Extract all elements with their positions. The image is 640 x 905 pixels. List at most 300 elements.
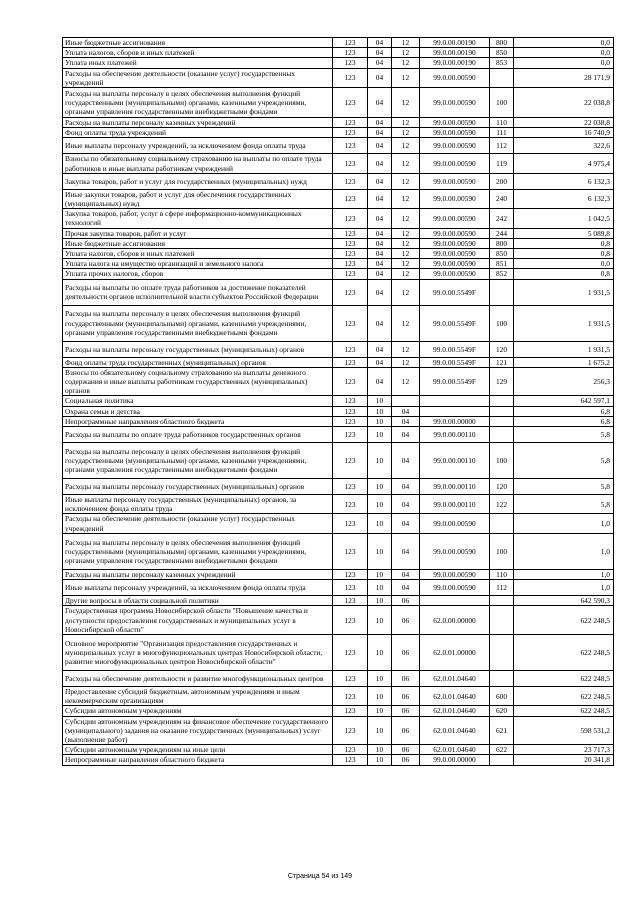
expense-type-code: 242 <box>490 209 514 228</box>
expense-type-code: 620 <box>490 706 514 716</box>
target-article-code: 62.0.01.04640 <box>420 706 490 716</box>
section-code: 10 <box>368 670 392 686</box>
expense-type-code: 244 <box>490 228 514 238</box>
ved-code: 123 <box>333 596 368 606</box>
amount: 642 590,3 <box>514 596 614 606</box>
table-row <box>63 357 614 367</box>
ved-code: 123 <box>333 406 368 416</box>
expense-type-code: 129 <box>490 367 514 396</box>
amount: 622 248,5 <box>514 706 614 716</box>
target-article-code: 99.0.00.00190 <box>420 58 490 68</box>
ved-code: 123 <box>333 238 368 248</box>
table-row <box>63 38 614 48</box>
table-row <box>63 58 614 68</box>
section-code: 04 <box>368 38 392 48</box>
section-code: 10 <box>368 716 392 745</box>
amount: 642 597,1 <box>514 396 614 406</box>
table-row <box>63 706 614 716</box>
target-article-code: 99.0.00.00110 <box>420 479 490 495</box>
section-code: 04 <box>368 189 392 208</box>
amount: 0,8 <box>514 249 614 259</box>
ved-code: 123 <box>333 341 368 357</box>
ved-code: 123 <box>333 427 368 443</box>
target-article-code: 99.0.00.00590 <box>420 580 490 596</box>
row-name: Иные закупки товаров, работ и услуг для обеспечения государственных (муниципальных) нужд <box>63 189 333 208</box>
table-row <box>63 670 614 686</box>
amount: 5,8 <box>514 427 614 443</box>
ved-code: 123 <box>333 670 368 686</box>
subsection-code: 12 <box>392 128 420 138</box>
section-code: 04 <box>368 367 392 396</box>
amount: 1,0 <box>514 580 614 596</box>
row-name: Уплата прочих налогов, сборов <box>63 269 333 279</box>
row-name: Иные выплаты персоналу государственных (муниципальных) органов, за исключением фонда оплаты труда <box>63 495 333 514</box>
target-article-code: 99.0.00.00110 <box>420 495 490 514</box>
target-article-code: 99.0.00.5549F <box>420 279 490 305</box>
ved-code: 123 <box>333 443 368 479</box>
ved-code: 123 <box>333 367 368 396</box>
table-row <box>63 569 614 579</box>
table-row <box>63 249 614 259</box>
target-article-code: 62.0.01.04640 <box>420 686 490 705</box>
row-name: Фонд оплаты труда государственных (муниципальных) органов <box>63 357 333 367</box>
ved-code: 123 <box>333 88 368 118</box>
subsection-code: 12 <box>392 138 420 154</box>
table-row <box>63 427 614 443</box>
amount: 256,3 <box>514 367 614 396</box>
subsection-code: 12 <box>392 228 420 238</box>
row-name: Расходы на выплаты персоналу в целях обеспечения выполнения функций государственными (муниципальными) органами, казенными учреждениями, органами управления государственными внебюджетными фондами <box>63 533 333 569</box>
row-name: Расходы на выплаты по оплате труда работников государственных органов <box>63 427 333 443</box>
expense-type-code <box>490 68 514 87</box>
target-article-code: 99.0.00.00590 <box>420 68 490 87</box>
amount: 1 675,2 <box>514 357 614 367</box>
ved-code: 123 <box>333 249 368 259</box>
row-name: Расходы на выплаты по оплате труда работников за достижение показателей деятельности органов исполнительной власти субъектов Российской Федерации <box>63 279 333 305</box>
row-name: Расходы на выплаты персоналу в целях обеспечения выполнения функций государственными (муниципальными) органами, казенными учреждениями, органами управления государственными внебюджетными фондами <box>63 305 333 341</box>
amount: 622 248,5 <box>514 686 614 705</box>
subsection-code: 06 <box>392 634 420 670</box>
subsection-code: 12 <box>392 118 420 128</box>
expense-type-code <box>490 279 514 305</box>
subsection-code <box>392 396 420 406</box>
expense-type-code: 112 <box>490 580 514 596</box>
section-code: 10 <box>368 479 392 495</box>
target-article-code: 99.0.00.00590 <box>420 259 490 269</box>
section-code: 10 <box>368 514 392 533</box>
subsection-code: 12 <box>392 58 420 68</box>
expense-type-code: 120 <box>490 341 514 357</box>
row-name: Уплата налога на имущество организаций и земельного налога <box>63 259 333 269</box>
target-article-code: 99.0.00.00110 <box>420 427 490 443</box>
expense-type-code: 852 <box>490 269 514 279</box>
row-name: Расходы на выплаты персоналу в целях обеспечения выполнения функций государственными (муниципальными) органами, казенными учреждениями, органами управления государственными внебюджетными фондами <box>63 443 333 479</box>
subsection-code: 12 <box>392 38 420 48</box>
section-code: 10 <box>368 686 392 705</box>
expense-type-code: 100 <box>490 533 514 569</box>
section-code: 10 <box>368 495 392 514</box>
row-name: Расходы на выплаты персоналу в целях обеспечения выполнения функций государственными (муниципальными) органами, казенными учреждениями, органами управления государственными внебюджетными фондами <box>63 88 333 118</box>
ved-code: 123 <box>333 173 368 189</box>
ved-code: 123 <box>333 269 368 279</box>
expense-type-code: 110 <box>490 118 514 128</box>
page-footer: Страница 54 из 149 <box>287 873 353 880</box>
subsection-code: 06 <box>392 706 420 716</box>
section-code: 04 <box>368 128 392 138</box>
ved-code: 123 <box>333 495 368 514</box>
subsection-code: 12 <box>392 305 420 341</box>
subsection-code: 04 <box>392 406 420 416</box>
row-name: Субсидии автономным учреждениям <box>63 706 333 716</box>
row-name: Взносы по обязательному социальному страхованию на выплаты денежного содержания и иные выплаты работникам государственных (муниципальных) органов <box>63 367 333 396</box>
expense-type-code: 850 <box>490 249 514 259</box>
expense-type-code: 112 <box>490 138 514 154</box>
ved-code: 123 <box>333 606 368 635</box>
target-article-code: 62.0.00.00000 <box>420 606 490 635</box>
row-name: Закупка товаров, работ, услуг в сфере информационно-коммуникационных технологий <box>63 209 333 228</box>
section-code: 04 <box>368 173 392 189</box>
table-row <box>63 209 614 228</box>
table-row <box>63 443 614 479</box>
amount: 622 248,5 <box>514 670 614 686</box>
row-name: Прочая закупка товаров, работ и услуг <box>63 228 333 238</box>
expense-type-code: 120 <box>490 479 514 495</box>
subsection-code: 06 <box>392 606 420 635</box>
row-name: Охрана семьи и детства <box>63 406 333 416</box>
expense-type-code: 851 <box>490 259 514 269</box>
expense-type-code: 121 <box>490 357 514 367</box>
target-article-code <box>420 396 490 406</box>
row-name: Фонд оплаты труда учреждений <box>63 128 333 138</box>
expense-type-code: 600 <box>490 686 514 705</box>
amount: 1,0 <box>514 569 614 579</box>
amount: 5,8 <box>514 479 614 495</box>
section-code: 04 <box>368 279 392 305</box>
section-code: 10 <box>368 755 392 765</box>
amount: 0,0 <box>514 58 614 68</box>
expense-type-code <box>490 427 514 443</box>
row-name: Расходы на обеспечение деятельности (оказание услуг) государственных учреждений <box>63 68 333 87</box>
expense-type-code: 119 <box>490 154 514 173</box>
subsection-code: 04 <box>392 495 420 514</box>
row-name: Непрограммные направления областного бюджета <box>63 755 333 765</box>
amount: 6 132,3 <box>514 189 614 208</box>
ved-code: 123 <box>333 357 368 367</box>
expense-type-code: 800 <box>490 38 514 48</box>
amount: 22 038,8 <box>514 88 614 118</box>
target-article-code: 99.0.00.00590 <box>420 269 490 279</box>
row-name: Уплата налогов, сборов и иных платежей <box>63 48 333 58</box>
subsection-code: 06 <box>392 686 420 705</box>
expense-type-code: 100 <box>490 88 514 118</box>
expense-type-code: 200 <box>490 173 514 189</box>
row-name: Социальная политика <box>63 396 333 406</box>
amount: 6,8 <box>514 416 614 426</box>
subsection-code: 04 <box>392 533 420 569</box>
target-article-code: 99.0.00.00000 <box>420 416 490 426</box>
ved-code: 123 <box>333 209 368 228</box>
ved-code: 123 <box>333 228 368 238</box>
subsection-code: 04 <box>392 580 420 596</box>
target-article-code: 99.0.00.00590 <box>420 228 490 238</box>
subsection-code: 06 <box>392 670 420 686</box>
section-code: 10 <box>368 396 392 406</box>
expense-type-code <box>490 396 514 406</box>
target-article-code: 99.0.00.00590 <box>420 128 490 138</box>
row-name: Расходы на обеспечение деятельности (оказание услуг) государственных учреждений <box>63 514 333 533</box>
table-row <box>63 533 614 569</box>
row-name: Иные бюджетные ассигнования <box>63 38 333 48</box>
section-code: 04 <box>368 269 392 279</box>
ved-code: 123 <box>333 68 368 87</box>
subsection-code: 12 <box>392 154 420 173</box>
section-code: 04 <box>368 88 392 118</box>
ved-code: 123 <box>333 118 368 128</box>
section-code: 04 <box>368 228 392 238</box>
subsection-code: 12 <box>392 88 420 118</box>
subsection-code: 12 <box>392 48 420 58</box>
table-row <box>63 479 614 495</box>
table-row <box>63 305 614 341</box>
table-row <box>63 755 614 765</box>
row-name: Субсидии автономным учреждениям на финансовое обеспечение государственного (муниципального) задания на оказание государственных (муниципальных) услуг (выполнение работ) <box>63 716 333 745</box>
amount: 1 931,5 <box>514 341 614 357</box>
target-article-code: 99.0.00.00590 <box>420 173 490 189</box>
section-code: 04 <box>368 249 392 259</box>
ved-code: 123 <box>333 569 368 579</box>
target-article-code: 99.0.00.00590 <box>420 138 490 154</box>
ved-code: 123 <box>333 259 368 269</box>
section-code: 10 <box>368 406 392 416</box>
amount: 622 248,5 <box>514 606 614 635</box>
target-article-code: 99.0.00.00590 <box>420 238 490 248</box>
target-article-code: 62.0.01.00000 <box>420 634 490 670</box>
section-code: 04 <box>368 48 392 58</box>
ved-code: 123 <box>333 745 368 755</box>
amount: 0,0 <box>514 38 614 48</box>
row-name: Расходы на выплаты персоналу казенных учреждений <box>63 118 333 128</box>
expense-type-code <box>490 670 514 686</box>
row-name: Расходы на выплаты персоналу государственных (муниципальных) органов <box>63 479 333 495</box>
section-code: 04 <box>368 238 392 248</box>
target-article-code: 99.0.00.00000 <box>420 755 490 765</box>
subsection-code: 06 <box>392 596 420 606</box>
section-code: 10 <box>368 533 392 569</box>
target-article-code: 99.0.00.5549F <box>420 367 490 396</box>
row-name: Расходы на выплаты персоналу казенных учреждений <box>63 569 333 579</box>
section-code: 10 <box>368 596 392 606</box>
table-row <box>63 686 614 705</box>
table-row <box>63 269 614 279</box>
subsection-code: 06 <box>392 755 420 765</box>
subsection-code: 12 <box>392 173 420 189</box>
expense-type-code <box>490 416 514 426</box>
amount: 1 931,5 <box>514 279 614 305</box>
expense-type-code <box>490 406 514 416</box>
amount: 0,0 <box>514 48 614 58</box>
amount: 598 531,2 <box>514 716 614 745</box>
subsection-code: 12 <box>392 279 420 305</box>
table-row <box>63 128 614 138</box>
ved-code: 123 <box>333 416 368 426</box>
row-name: Расходы на обеспечение деятельности и развитие многофункциональных центров <box>63 670 333 686</box>
section-code: 10 <box>368 569 392 579</box>
row-name: Уплата налогов, сборов и иных платежей <box>63 249 333 259</box>
expense-type-code <box>490 596 514 606</box>
section-code: 04 <box>368 58 392 68</box>
table-row <box>63 259 614 269</box>
ved-code: 123 <box>333 514 368 533</box>
section-code: 04 <box>368 209 392 228</box>
amount: 1,0 <box>514 533 614 569</box>
subsection-code: 04 <box>392 514 420 533</box>
target-article-code: 99.0.00.00190 <box>420 38 490 48</box>
amount: 20 341,8 <box>514 755 614 765</box>
subsection-code: 12 <box>392 367 420 396</box>
target-article-code <box>420 406 490 416</box>
ved-code: 123 <box>333 279 368 305</box>
amount: 622 248,5 <box>514 634 614 670</box>
section-code: 10 <box>368 427 392 443</box>
ved-code: 123 <box>333 189 368 208</box>
table-row <box>63 606 614 635</box>
target-article-code: 99.0.00.00590 <box>420 249 490 259</box>
table-row <box>63 367 614 396</box>
ved-code: 123 <box>333 716 368 745</box>
section-code: 10 <box>368 443 392 479</box>
table-row <box>63 495 614 514</box>
row-name: Иные выплаты персоналу учреждений, за исключением фонда оплаты труда <box>63 138 333 154</box>
amount: 4 975,4 <box>514 154 614 173</box>
section-code: 10 <box>368 706 392 716</box>
table-row <box>63 396 614 406</box>
subsection-code: 12 <box>392 259 420 269</box>
ved-code: 123 <box>333 580 368 596</box>
subsection-code: 04 <box>392 443 420 479</box>
subsection-code: 06 <box>392 745 420 755</box>
table-row <box>63 88 614 118</box>
row-name: Государственная программа Новосибирской области "Повышение качества и доступности предоставления государственных и муниципальных услуг в Новосибирской области" <box>63 606 333 635</box>
table-row <box>63 238 614 248</box>
row-name: Непрограммные направления областного бюджета <box>63 416 333 426</box>
subsection-code: 06 <box>392 716 420 745</box>
row-name: Иные выплаты персоналу учреждений, за исключением фонда оплаты труда <box>63 580 333 596</box>
expense-type-code: 100 <box>490 305 514 341</box>
ved-code: 123 <box>333 128 368 138</box>
ved-code: 123 <box>333 533 368 569</box>
expense-type-code <box>490 634 514 670</box>
amount: 5,8 <box>514 495 614 514</box>
subsection-code: 12 <box>392 269 420 279</box>
target-article-code <box>420 596 490 606</box>
ved-code: 123 <box>333 706 368 716</box>
row-name: Закупка товаров, работ и услуг для государственных (муниципальных) нужд <box>63 173 333 189</box>
row-name: Уплата иных платежей <box>63 58 333 68</box>
subsection-code: 12 <box>392 341 420 357</box>
section-code: 04 <box>368 305 392 341</box>
row-name: Взносы по обязательному социальному страхованию на выплаты по оплате труда работников и иные выплаты работникам учреждений <box>63 154 333 173</box>
amount: 1 042,5 <box>514 209 614 228</box>
amount: 6 132,3 <box>514 173 614 189</box>
table-row <box>63 189 614 208</box>
amount: 6,8 <box>514 406 614 416</box>
ved-code: 123 <box>333 58 368 68</box>
section-code: 10 <box>368 606 392 635</box>
table-row <box>63 154 614 173</box>
target-article-code: 99.0.00.5549F <box>420 305 490 341</box>
section-code: 10 <box>368 745 392 755</box>
table-row <box>63 228 614 238</box>
section-code: 10 <box>368 634 392 670</box>
section-code: 04 <box>368 138 392 154</box>
expense-type-code: 800 <box>490 238 514 248</box>
expense-type-code: 622 <box>490 745 514 755</box>
ved-code: 123 <box>333 686 368 705</box>
section-code: 04 <box>368 154 392 173</box>
section-code: 04 <box>368 68 392 87</box>
expense-type-code: 111 <box>490 128 514 138</box>
ved-code: 123 <box>333 634 368 670</box>
target-article-code: 62.0.01.04640 <box>420 745 490 755</box>
row-name: Основное мероприятие "Организация предоставления государственных и муниципальных услуг в многофункциональных центрах Новосибирской области, развитие многофункциональных центров Новосибирской области" <box>63 634 333 670</box>
subsection-code: 04 <box>392 416 420 426</box>
target-article-code: 99.0.00.00590 <box>420 118 490 128</box>
ved-code: 123 <box>333 305 368 341</box>
amount: 16 740,9 <box>514 128 614 138</box>
target-article-code: 99.0.00.5549F <box>420 357 490 367</box>
subsection-code: 12 <box>392 238 420 248</box>
table-row <box>63 580 614 596</box>
target-article-code: 62.0.01.04640 <box>420 670 490 686</box>
table-row <box>63 279 614 305</box>
target-article-code: 99.0.00.00590 <box>420 189 490 208</box>
budget-document <box>62 37 613 766</box>
ved-code: 123 <box>333 38 368 48</box>
subsection-code: 12 <box>392 209 420 228</box>
table-row <box>63 173 614 189</box>
table-row <box>63 406 614 416</box>
amount: 5,8 <box>514 443 614 479</box>
ved-code: 123 <box>333 154 368 173</box>
expense-type-code <box>490 606 514 635</box>
target-article-code: 99.0.00.00190 <box>420 48 490 58</box>
amount: 322,6 <box>514 138 614 154</box>
target-article-code: 99.0.00.00590 <box>420 154 490 173</box>
target-article-code: 99.0.00.5549F <box>420 341 490 357</box>
expense-type-code: 100 <box>490 443 514 479</box>
expense-type-code <box>490 755 514 765</box>
subsection-code: 12 <box>392 249 420 259</box>
target-article-code: 99.0.00.00110 <box>420 443 490 479</box>
amount: 23 717,3 <box>514 745 614 755</box>
ved-code: 123 <box>333 48 368 58</box>
expense-type-code: 853 <box>490 58 514 68</box>
section-code: 04 <box>368 357 392 367</box>
table-row <box>63 745 614 755</box>
expense-type-code: 850 <box>490 48 514 58</box>
section-code: 04 <box>368 118 392 128</box>
row-name: Предоставление субсидий бюджетным, автономным учреждениям и иным некоммерческим организациям <box>63 686 333 705</box>
expense-type-code: 110 <box>490 569 514 579</box>
table-row <box>63 68 614 87</box>
expense-type-code: 621 <box>490 716 514 745</box>
amount: 28 171,9 <box>514 68 614 87</box>
amount: 22 038,8 <box>514 118 614 128</box>
target-article-code: 99.0.00.00590 <box>420 88 490 118</box>
table-row <box>63 716 614 745</box>
table-row <box>63 416 614 426</box>
table-row <box>63 138 614 154</box>
